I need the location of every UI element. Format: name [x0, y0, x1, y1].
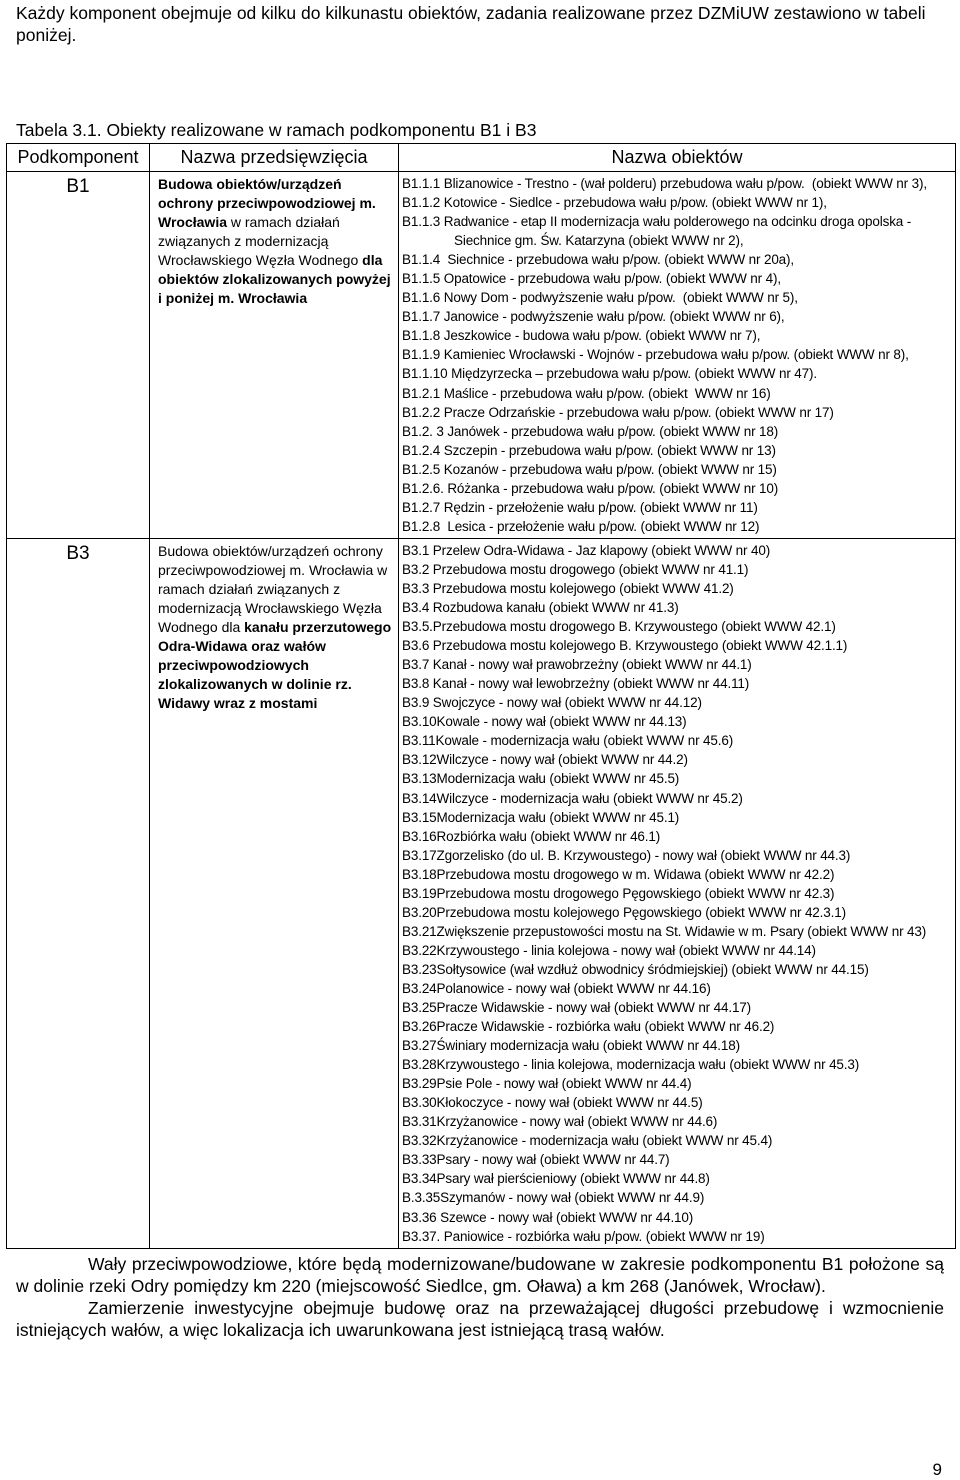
object-item: B3.2 Przebudowa mostu drogowego (obiekt WWW nr 41.1): [402, 561, 749, 577]
object-item: B3.31Krzyżanowice - nowy wał (obiekt WWW nr 44.6): [402, 1114, 718, 1130]
object-item: B3.8 Kanał - nowy wał lewobrzeżny (obiekt WWW nr 44.11): [402, 676, 750, 692]
object-item: B3.3 Przebudowa mostu kolejowego (obiekt WWW 41.2): [402, 580, 734, 596]
objects-cell: [399, 538, 956, 1248]
description-text: dla obiektów zlokalizowanych powyżej i poniżej m. Wrocławia: [158, 252, 391, 306]
object-item: B1.2.2 Pracze Odrzańskie - przebudowa wału p/pow. (obiekt WWW nr 17): [402, 404, 834, 420]
object-item: B1.2.4 Szczepin - przebudowa wału p/pow. (obiekt WWW nr 13): [402, 442, 776, 458]
paragraph: Wały przeciwpowodziowe, które będą modernizowane/budowane w zakresie podkomponentu B1 położone są w dolinie rzeki Odry pomiędzy km 220 (miejscowość Siedlce, gm. Oława) a km 268 (Janówek, Wrocław).: [16, 1254, 944, 1296]
object-item: B3.6 Przebudowa mostu kolejowego B. Krzywoustego (obiekt WWW 42.1.1): [402, 638, 848, 654]
project-description: [150, 172, 399, 539]
object-item: B3.7 Kanał - nowy wał prawobrzeżny (obiekt WWW nr 44.1): [402, 657, 752, 673]
header-podkomponent: Podkomponent: [7, 144, 150, 172]
description-text: w ramach działań związanych z modernizacją Wrocławskiego Węzła Wodnego: [158, 214, 363, 268]
object-item: B1.1.10 Międzyrzecka – przebudowa wału p/pow. (obiekt WWW nr 47).: [402, 366, 817, 382]
object-item: B1.1.3 Radwanice - etap II modernizacja wału polderowego na odcinku droga opolska -: [402, 214, 912, 230]
object-item: B1.1.8 Jeszkowice - budowa wału p/pow. (obiekt WWW nr 7),: [402, 328, 761, 344]
object-item: B3.15Modernizacja wału (obiekt WWW nr 45.1): [402, 809, 680, 825]
object-item: B3.37. Paniowice - rozbiórka wału p/pow. (obiekt WWW nr 19): [402, 1228, 765, 1244]
object-item: Siechnice gm. Św. Katarzyna (obiekt WWW nr 2),: [454, 233, 744, 249]
object-item: B1.1.5 Opatowice - przebudowa wału p/pow. (obiekt WWW nr 4),: [402, 271, 781, 287]
project-description: [150, 538, 399, 1248]
object-item: B3.27Świniary modernizacja wału (obiekt WWW nr 44.18): [402, 1038, 740, 1054]
table-header-row: [7, 144, 956, 172]
intro-paragraph: Każdy komponent obejmuje od kilku do kilkunastu obiektów, zadania realizowane przez DZMiUW zestawiono w tabeli poniżej.: [16, 3, 926, 45]
objects-list: [399, 172, 955, 538]
object-item: B3.18Przebudowa mostu drogowego w m. Widawa (obiekt WWW nr 42.2): [402, 866, 835, 882]
description-text: Budowa obiektów/urządzeń ochrony przeciwpowodziowej m. Wrocławia w ramach działań związanych z modernizacją Wrocławskiego Węzła Wodnego dla: [158, 542, 388, 635]
object-item: B3.23Sołtysowice (wał wzdłuż obwodnicy śródmiejskiej) (obiekt WWW nr 44.15): [402, 961, 869, 977]
object-item: B1.1.6 Nowy Dom - podwyższenie wału p/pow. (obiekt WWW nr 5),: [402, 290, 798, 306]
object-item: B1.2.7 Rędzin - przełożenie wału p/pow. (obiekt WWW nr 11): [402, 499, 758, 515]
objects-table: [6, 143, 956, 1249]
subcomponent-code: B1: [7, 172, 150, 539]
paragraph: Zamierzenie inwestycyjne obejmuje budowę oraz na przeważającej długości przebudowę i wzmocnienie istniejących wałów, a więc lokalizacja ich uwarunkowana jest istniejącą trasą wałów.: [16, 1298, 944, 1340]
object-item: B3.33Psary - nowy wał (obiekt WWW nr 44.7): [402, 1152, 670, 1168]
object-item: B3.10Kowale - nowy wał (obiekt WWW nr 44.13): [402, 714, 687, 730]
object-item: B3.29Psie Pole - nowy wał (obiekt WWW nr 44.4): [402, 1076, 692, 1092]
object-item: B1.1.4 Siechnice - przebudowa wału p/pow. (obiekt WWW nr 20a),: [402, 252, 794, 268]
subcomponent-code: B3: [7, 538, 150, 1248]
objects-list: [399, 539, 955, 1248]
object-item: B3.14Wilczyce - modernizacja wału (obiekt WWW nr 45.2): [402, 790, 743, 806]
object-item: B3.24Polanowice - nowy wał (obiekt WWW nr 44.16): [402, 980, 711, 996]
header-nazwa-obiektow: Nazwa obiektów: [399, 144, 956, 172]
object-item: B3.1 Przelew Odra-Widawa - Jaz klapowy (obiekt WWW nr 40): [402, 542, 771, 558]
body-text: [16, 1253, 944, 1341]
table-caption: Tabela 3.1. Obiekty realizowane w ramach podkomponentu B1 i B3: [16, 120, 537, 140]
object-item: B3.32Krzyżanowice - modernizacja wału (obiekt WWW nr 45.4): [402, 1133, 773, 1149]
object-item: B1.1.1 Blizanowice - Trestno - (wał polderu) przebudowa wału p/pow. (obiekt WWW nr 3),: [402, 176, 927, 191]
object-item: B1.2. 3 Janówek - przebudowa wału p/pow. (obiekt WWW nr 18): [402, 423, 779, 439]
object-item: B3.16Rozbiórka wału (obiekt WWW nr 46.1): [402, 828, 661, 844]
object-item: B3.11Kowale - modernizacja wału (obiekt WWW nr 45.6): [402, 733, 734, 749]
page-number: 9: [932, 1460, 942, 1479]
object-item: B3.21Zwiększenie przepustowości mostu na St. Widawie w m. Psary (obiekt WWW nr 43): [402, 923, 927, 939]
object-item: B3.22Krzywoustego - linia kolejowa - nowy wał (obiekt WWW nr 44.14): [402, 942, 816, 958]
object-item: B3.25Pracze Widawskie - nowy wał (obiekt WWW nr 44.17): [402, 1000, 752, 1016]
description-text: kanału przerzutowego Odra-Widawa oraz wałów przeciwpowodziowych zlokalizowanych w dolinie rz. Widawy wraz z mostami: [158, 618, 392, 711]
table-row-b3: [7, 538, 956, 1248]
object-item: B1.2.6. Różanka - przebudowa wału p/pow. (obiekt WWW nr 10): [402, 480, 779, 496]
object-item: B3.17Zgorzelisko (do ul. B. Krzywoustego) - nowy wał (obiekt WWW nr 44.3): [402, 847, 851, 863]
object-item: B3.36 Szewce - nowy wał (obiekt WWW nr 44.10): [402, 1209, 694, 1225]
object-item: B1.2.8 Lesica - przełożenie wału p/pow. (obiekt WWW nr 12): [402, 518, 760, 534]
object-item: B3.5.Przebudowa mostu drogowego B. Krzywoustego (obiekt WWW 42.1): [402, 619, 836, 635]
object-item: B1.1.9 Kamieniec Wrocławski - Wojnów - przebudowa wału p/pow. (obiekt WWW nr 8),: [402, 347, 909, 363]
objects-cell: [399, 172, 956, 539]
object-item: B1.1.7 Janowice - podwyższenie wału p/pow. (obiekt WWW nr 6),: [402, 309, 785, 325]
header-nazwa-przedsiewziecia: Nazwa przedsięwzięcia: [150, 144, 399, 172]
object-item: B3.12Wilczyce - nowy wał (obiekt WWW nr 44.2): [402, 752, 688, 768]
object-item: B.3.35Szymanów - nowy wał (obiekt WWW nr 44.9): [402, 1190, 705, 1206]
object-item: B3.13Modernizacja wału (obiekt WWW nr 45.5): [402, 771, 680, 787]
object-item: B1.1.2 Kotowice - Siedlce - przebudowa wału p/pow. (obiekt WWW nr 1),: [402, 195, 827, 211]
object-item: B3.4 Rozbudowa kanału (obiekt WWW nr 41.3): [402, 600, 679, 616]
object-item: B1.2.1 Maślice - przebudowa wału p/pow. (obiekt WWW nr 16): [402, 385, 771, 401]
object-item: B3.19Przebudowa mostu drogowego Pęgowskiego (obiekt WWW nr 42.3): [402, 885, 835, 901]
object-item: B3.30Kłokoczyce - nowy wał (obiekt WWW nr 44.5): [402, 1095, 703, 1111]
table-row-b1: [7, 172, 956, 539]
object-item: B3.26Pracze Widawskie - rozbiórka wału (obiekt WWW nr 46.2): [402, 1019, 775, 1035]
object-item: B3.34Psary wał pierścieniowy (obiekt WWW nr 44.8): [402, 1171, 710, 1187]
object-item: B3.28Krzywoustego - linia kolejowa, modernizacja wału (obiekt WWW nr 45.3): [402, 1057, 860, 1073]
object-item: B1.2.5 Kozanów - przebudowa wału p/pow. (obiekt WWW nr 15): [402, 461, 777, 477]
object-item: B3.20Przebudowa mostu kolejowego Pęgowskiego (obiekt WWW nr 42.3.1): [402, 904, 846, 920]
object-item: B3.9 Swojczyce - nowy wał (obiekt WWW nr 44.12): [402, 695, 702, 711]
description-text: Budowa obiektów/urządzeń ochrony przeciwpowodziowej m. Wrocławia: [158, 176, 376, 230]
